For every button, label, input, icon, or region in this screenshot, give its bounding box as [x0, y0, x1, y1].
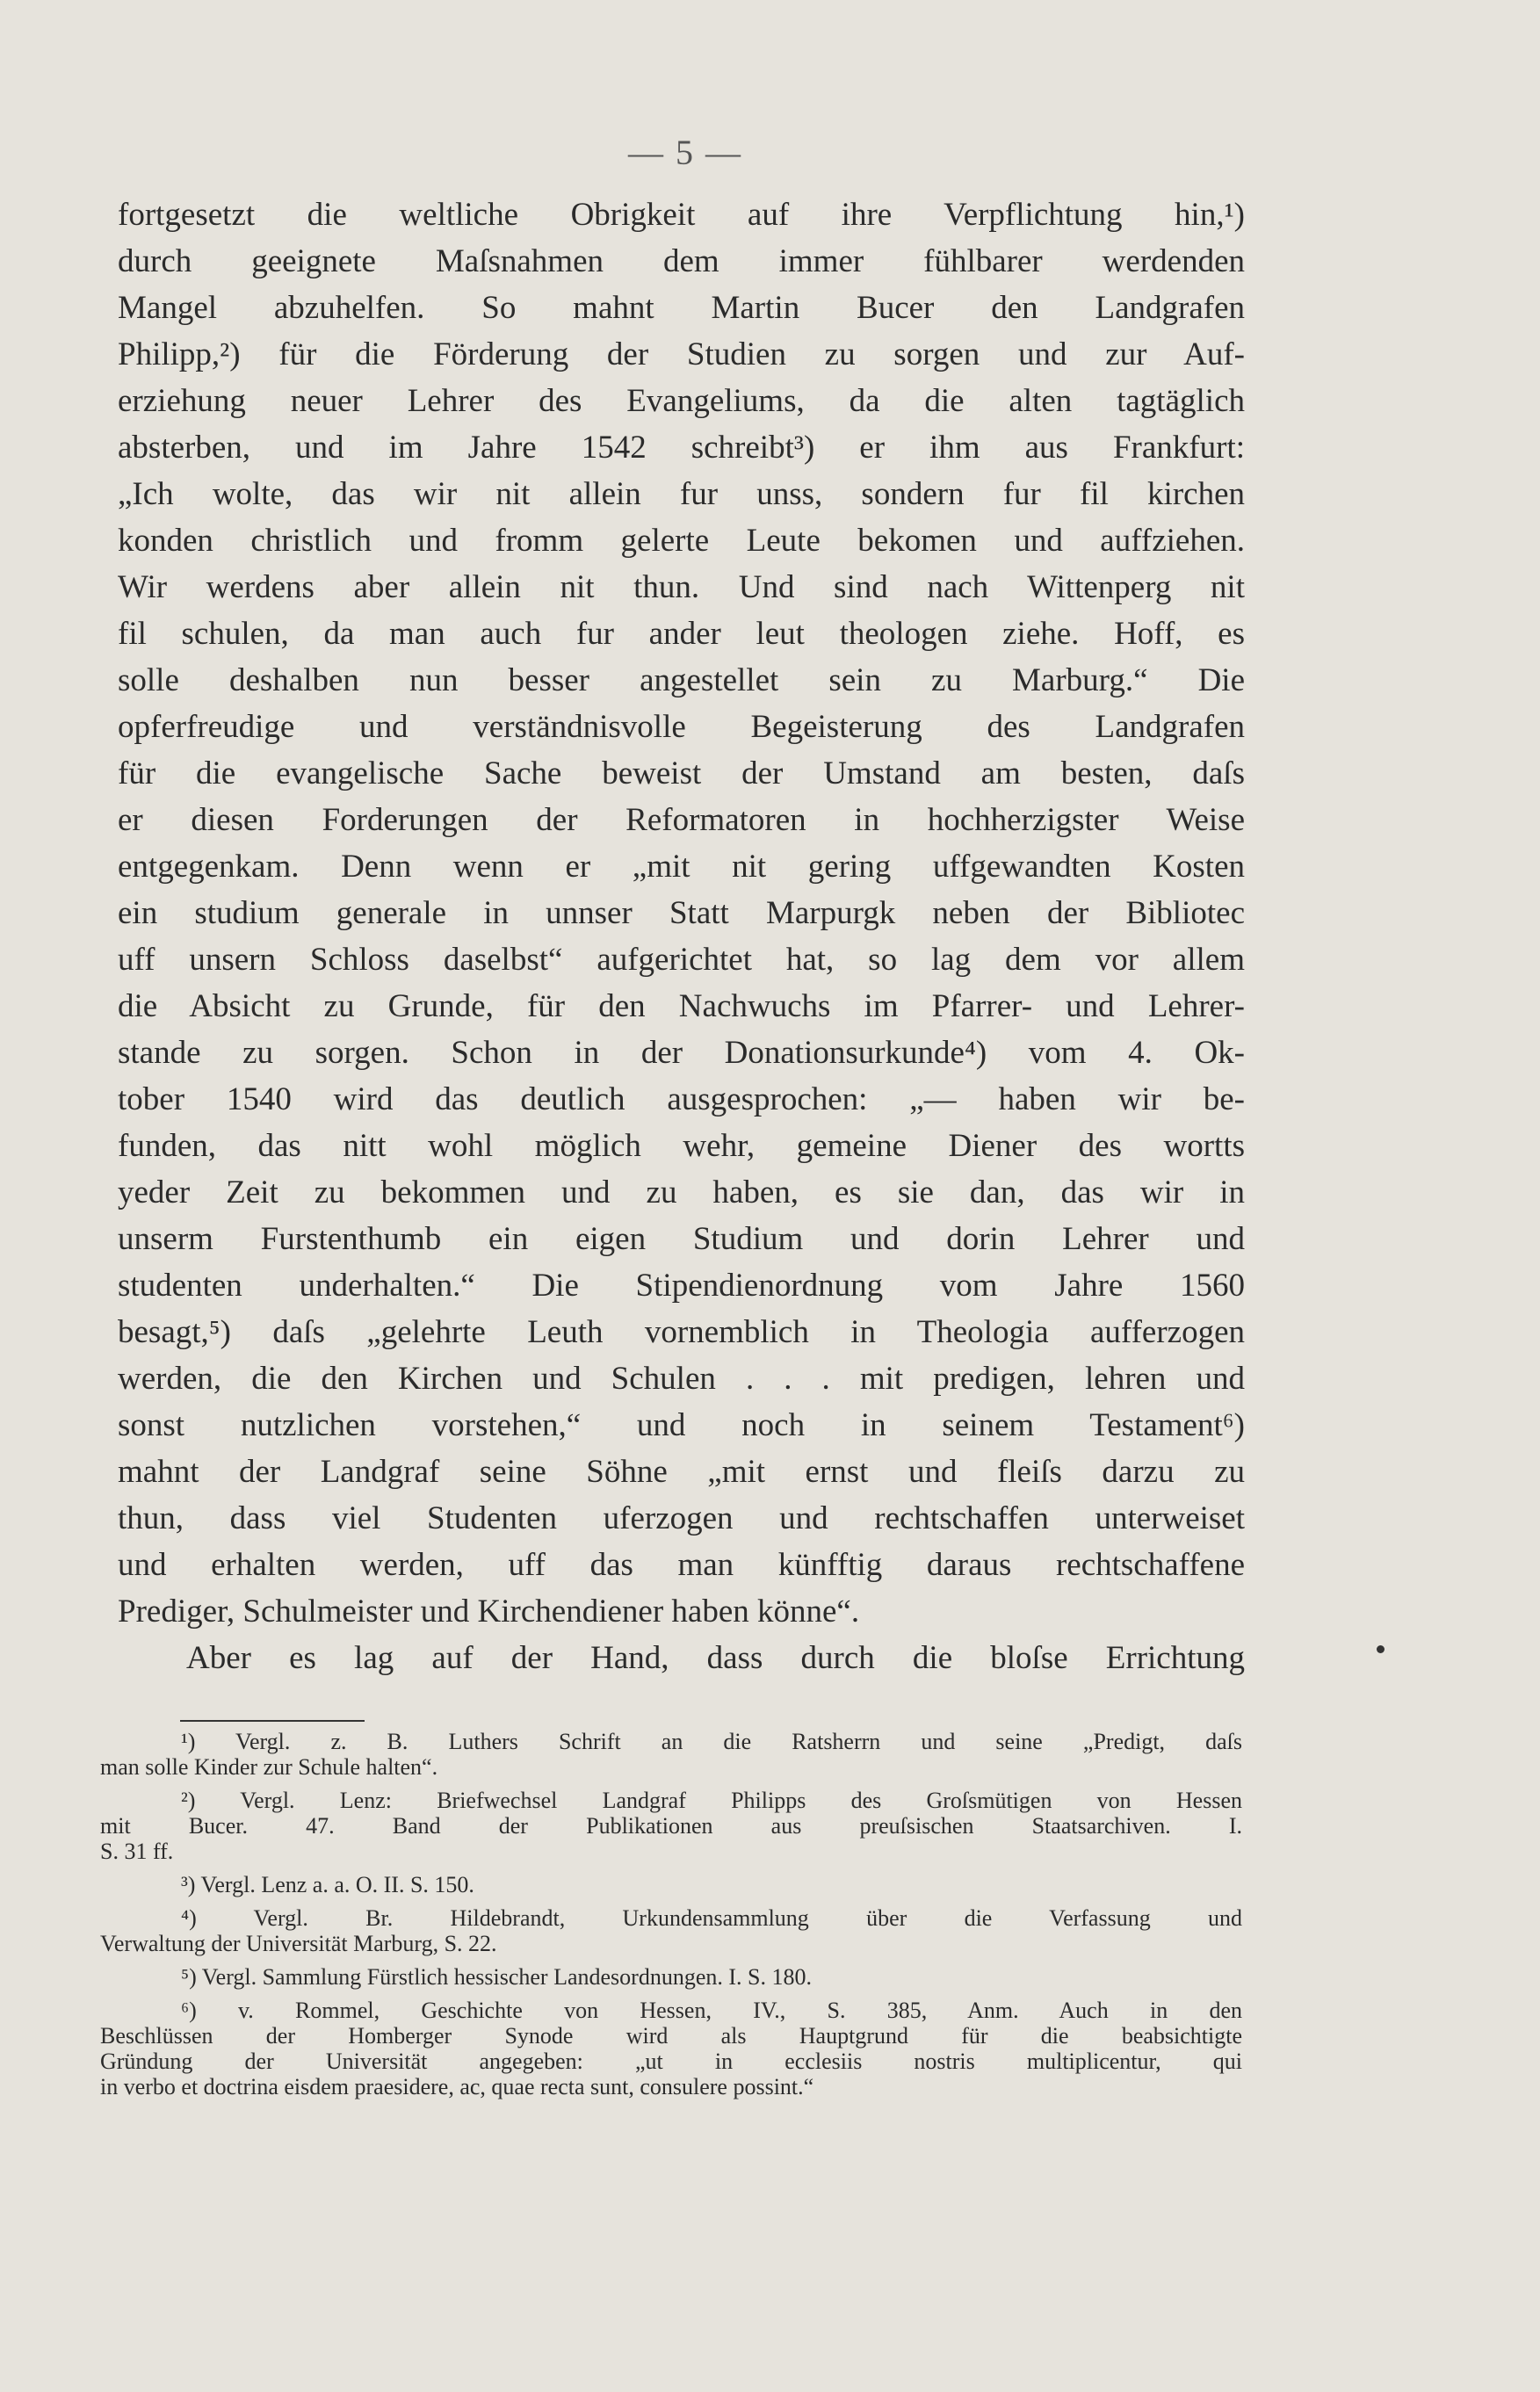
text-line: unserm Furstenthumb ein eigen Studium und dorin Lehrer und — [118, 1221, 1245, 1257]
text-line: mahnt der Landgraf seine Söhne „mit ernst und fleiſs darzu zu — [118, 1454, 1245, 1490]
footnote-rule — [180, 1720, 365, 1722]
text-line: entgegenkam. Denn wenn er „mit nit gering uffgewandten Kosten — [118, 849, 1245, 885]
text-line: Aber es lag auf der Hand, dass durch die bloſse Errichtung — [186, 1640, 1245, 1676]
text-line: durch geeignete Maſsnahmen dem immer fühlbarer werdenden — [118, 243, 1245, 279]
text-line: uff unsern Schloss daselbst“ aufgerichtet hat, so lag dem vor allem — [118, 942, 1245, 978]
footnote-line: Verwaltung der Universität Marburg, S. 22. — [100, 1931, 497, 1956]
footnote-line: ⁴) Vergl. Br. Hildebrandt, Urkundensammlung über die Verfassung und — [181, 1905, 1242, 1931]
text-line: thun, dass viel Studenten uferzogen und rechtschaffen unterweiset — [118, 1500, 1245, 1536]
text-line: die Absicht zu Grunde, für den Nachwuchs im Pfarrer- und Lehrer- — [118, 988, 1245, 1024]
footnote-line: Beschlüssen der Homberger Synode wird als Hauptgrund für die beabsichtigte — [100, 2023, 1242, 2049]
ink-mark — [1377, 1645, 1385, 1653]
text-line: er diesen Forderungen der Reformatoren in hochherzigster Weise — [118, 802, 1245, 838]
text-line: konden christlich und fromm gelerte Leute bekomen und auffziehen. — [118, 523, 1245, 559]
footnote-4 — [100, 1905, 1242, 1956]
footnotes — [100, 1729, 1242, 2099]
footnote-1 — [100, 1729, 1242, 1780]
text-line: opferfreudige und verständnisvolle Begeisterung des Landgrafen — [118, 709, 1245, 745]
text-line: yeder Zeit zu bekommen und zu haben, es sie dan, das wir in — [118, 1174, 1245, 1210]
text-line: werden, die den Kirchen und Schulen . . . mit predigen, lehren und — [118, 1361, 1245, 1397]
text-line: funden, das nitt wohl möglich wehr, gemeine Diener des wortts — [118, 1128, 1245, 1164]
footnote-line: in verbo et doctrina eisdem praesidere, ac, quae recta sunt, consulere possint.“ — [100, 2074, 814, 2099]
text-line: „Ich wolte, das wir nit allein fur unss, sondern fur fil kirchen — [118, 476, 1245, 512]
footnote-2 — [100, 1788, 1242, 1864]
footnote-line: ⁶) v. Rommel, Geschichte von Hessen, IV., S. 385, Anm. Auch in den — [181, 1998, 1242, 2023]
text-line: studenten underhalten.“ Die Stipendienordnung vom Jahre 1560 — [118, 1268, 1245, 1304]
text-line: ein studium generale in unnser Statt Marpurgk neben der Bibliotec — [118, 895, 1245, 931]
footnote-line: ³) Vergl. Lenz a. a. O. II. S. 150. — [181, 1872, 474, 1897]
text-line: sonst nutzlichen vorstehen,“ und noch in seinem Testament⁶) — [118, 1407, 1245, 1443]
text-line: für die evangelische Sache beweist der Umstand am besten, daſs — [118, 755, 1245, 791]
text-line: Prediger, Schulmeister und Kirchendiener haben könne“. — [118, 1593, 860, 1630]
text-line: erziehung neuer Lehrer des Evangeliums, da die alten tagtäglich — [118, 383, 1245, 419]
text-line: fortgesetzt die weltliche Obrigkeit auf ihre Verpflichtung hin,¹) — [118, 197, 1245, 233]
footnote-line: ²) Vergl. Lenz: Briefwechsel Landgraf Philipps des Groſsmütigen von Hessen — [181, 1788, 1242, 1813]
text-line: besagt,⁵) daſs „gelehrte Leuth vornemblich in Theologia aufferzogen — [118, 1314, 1245, 1350]
footnote-5 — [100, 1964, 1242, 1990]
text-line: und erhalten werden, uff das man künfftig daraus rechtschaffene — [118, 1547, 1245, 1583]
text-line: Mangel abzuhelfen. So mahnt Martin Bucer den Landgrafen — [118, 290, 1245, 326]
main-text — [118, 192, 1245, 1681]
page-number: — 5 — — [628, 133, 742, 172]
text-line: absterben, und im Jahre 1542 schreibt³) er ihm aus Frankfurt: — [118, 430, 1245, 466]
text-line: Philipp,²) für die Förderung der Studien zu sorgen und zur Auf- — [118, 336, 1245, 372]
footnote-line: ⁵) Vergl. Sammlung Fürstlich hessischer Landesordnungen. I. S. 180. — [181, 1964, 812, 1990]
footnote-line: mit Bucer. 47. Band der Publikationen aus preuſsischen Staatsarchiven. I. — [100, 1813, 1242, 1839]
footnote-line: S. 31 ff. — [100, 1839, 174, 1864]
text-line: stande zu sorgen. Schon in der Donationsurkunde⁴) vom 4. Ok- — [118, 1035, 1245, 1071]
footnote-6 — [100, 1998, 1242, 2099]
text-line: fil schulen, da man auch fur ander leut theologen ziehe. Hoff, es — [118, 616, 1245, 652]
text-line: tober 1540 wird das deutlich ausgesprochen: „— haben wir be- — [118, 1081, 1245, 1117]
text-line: Wir werdens aber allein nit thun. Und sind nach Wittenperg nit — [118, 569, 1245, 605]
text-line: solle deshalben nun besser angestellet sein zu Marburg.“ Die — [118, 662, 1245, 698]
footnote-line: ¹) Vergl. z. B. Luthers Schrift an die Ratsherrn und seine „Predigt, daſs — [181, 1729, 1242, 1754]
footnote-3 — [100, 1872, 1242, 1897]
footnote-line: man solle Kinder zur Schule halten“. — [100, 1754, 438, 1780]
footnote-line: Gründung der Universität angegeben: „ut in ecclesiis nostris multiplicentur, qui — [100, 2049, 1242, 2074]
